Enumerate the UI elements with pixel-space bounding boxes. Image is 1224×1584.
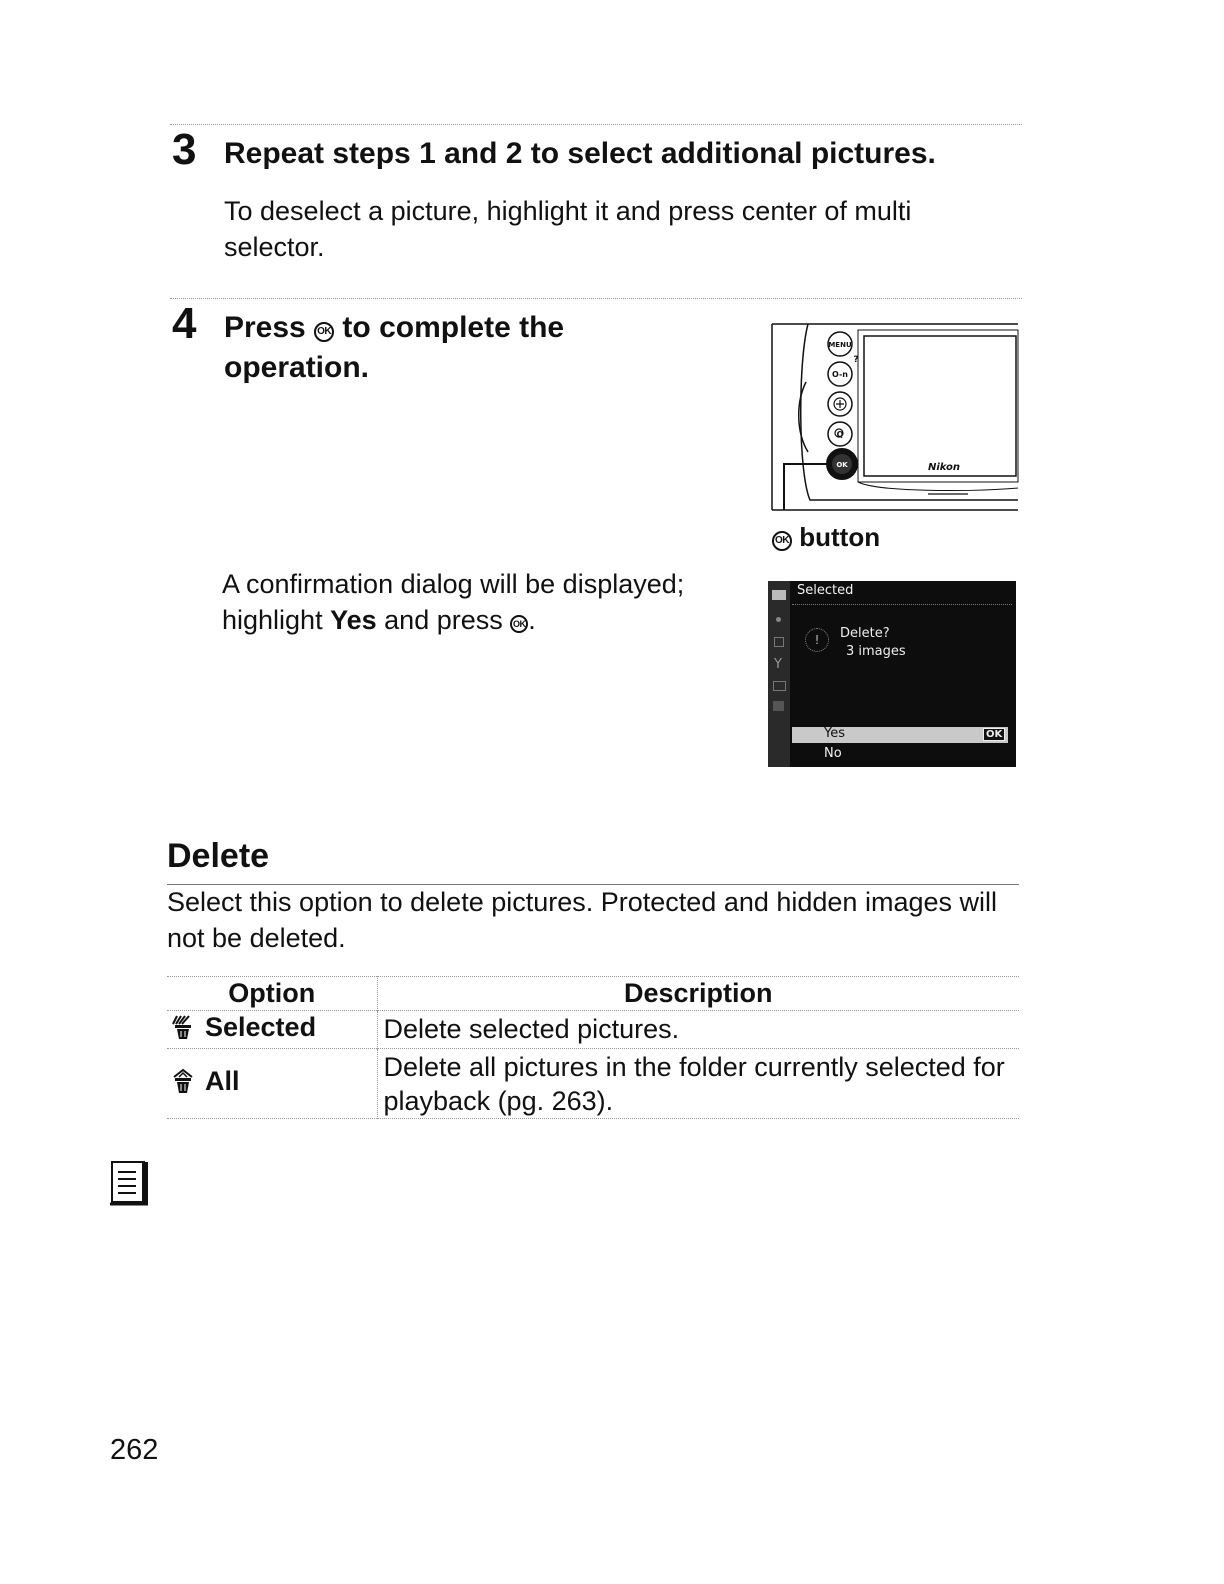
description-cell: Delete selected pictures.: [383, 1014, 680, 1044]
table-row: [167, 1011, 1019, 1049]
figure-caption: OK button: [772, 522, 880, 553]
ok-button-icon: OK: [772, 531, 792, 551]
step-heading: Press OK to complete the operation.: [224, 311, 565, 384]
option-name: Selected: [205, 1012, 317, 1042]
ok-button-icon: OK: [510, 615, 528, 633]
ok-button-icon: OK: [314, 322, 334, 342]
step-body: A confirmation dialog will be displayed; highlight Yes and press OK .: [222, 569, 685, 635]
dialog-title: Selected: [797, 583, 854, 598]
dialog-question: Delete?: [840, 626, 890, 641]
retouch-tab-icon: [773, 681, 786, 691]
ok-button-label: OK: [836, 461, 848, 469]
column-header-option: Option: [167, 977, 377, 1011]
trash-all-icon: [171, 1068, 195, 1101]
custom-settings-tab-icon: [774, 637, 784, 647]
playback-tab-icon: [772, 590, 786, 600]
step-heading: Repeat steps 1 and 2 to select additional pictures.: [224, 137, 936, 170]
table-row: [167, 1049, 1019, 1119]
no-option[interactable]: No: [824, 746, 842, 761]
warning-icon: !: [805, 628, 829, 652]
protect-button-label: O-n: [832, 370, 848, 379]
trash-selected-icon: [171, 1014, 195, 1047]
column-header-description: Description: [623, 978, 773, 1008]
camera-back-illustration: [768, 322, 1020, 516]
ok-badge: OK: [983, 728, 1005, 741]
step-number: 4: [172, 299, 197, 348]
page-number: 262: [110, 1434, 159, 1466]
option-name: All: [205, 1066, 240, 1096]
step-body: To deselect a picture, highlight it and press center of multi selector.: [224, 196, 912, 262]
brand-logo: Nikon: [927, 462, 961, 473]
zoom-button-label: Q: [836, 430, 844, 439]
section-title: Delete: [167, 837, 270, 875]
description-cell: Delete all pictures in the folder currently selected for playback (pg. 263).: [383, 1051, 1005, 1116]
shooting-tab-icon: [776, 617, 781, 622]
title-divider: [792, 604, 1012, 605]
camera-back-drawing: [768, 322, 1020, 516]
options-table-wrapper: [167, 976, 1019, 1119]
step-number: 3: [172, 125, 197, 174]
menu-list-icon: [110, 1160, 150, 1211]
setup-tab-icon: Y: [774, 657, 782, 672]
camera-dialog-screenshot: [768, 581, 1016, 767]
menu-sidebar: [768, 581, 790, 767]
divider: [170, 124, 1022, 125]
my-menu-tab-icon: [773, 701, 784, 711]
menu-button-label: MENU: [828, 341, 852, 349]
help-mark: ?: [853, 355, 859, 365]
section-body: Select this option to delete pictures. Protected and hidden images will not be deleted.: [167, 887, 997, 953]
divider: [170, 298, 1022, 299]
dialog-detail: 3 images: [846, 644, 906, 659]
table-header-row: [167, 977, 1019, 1011]
yes-option[interactable]: Yes: [824, 726, 845, 741]
option-cell: [167, 1049, 377, 1119]
options-table: [167, 976, 1019, 1119]
option-cell: [167, 1011, 377, 1049]
